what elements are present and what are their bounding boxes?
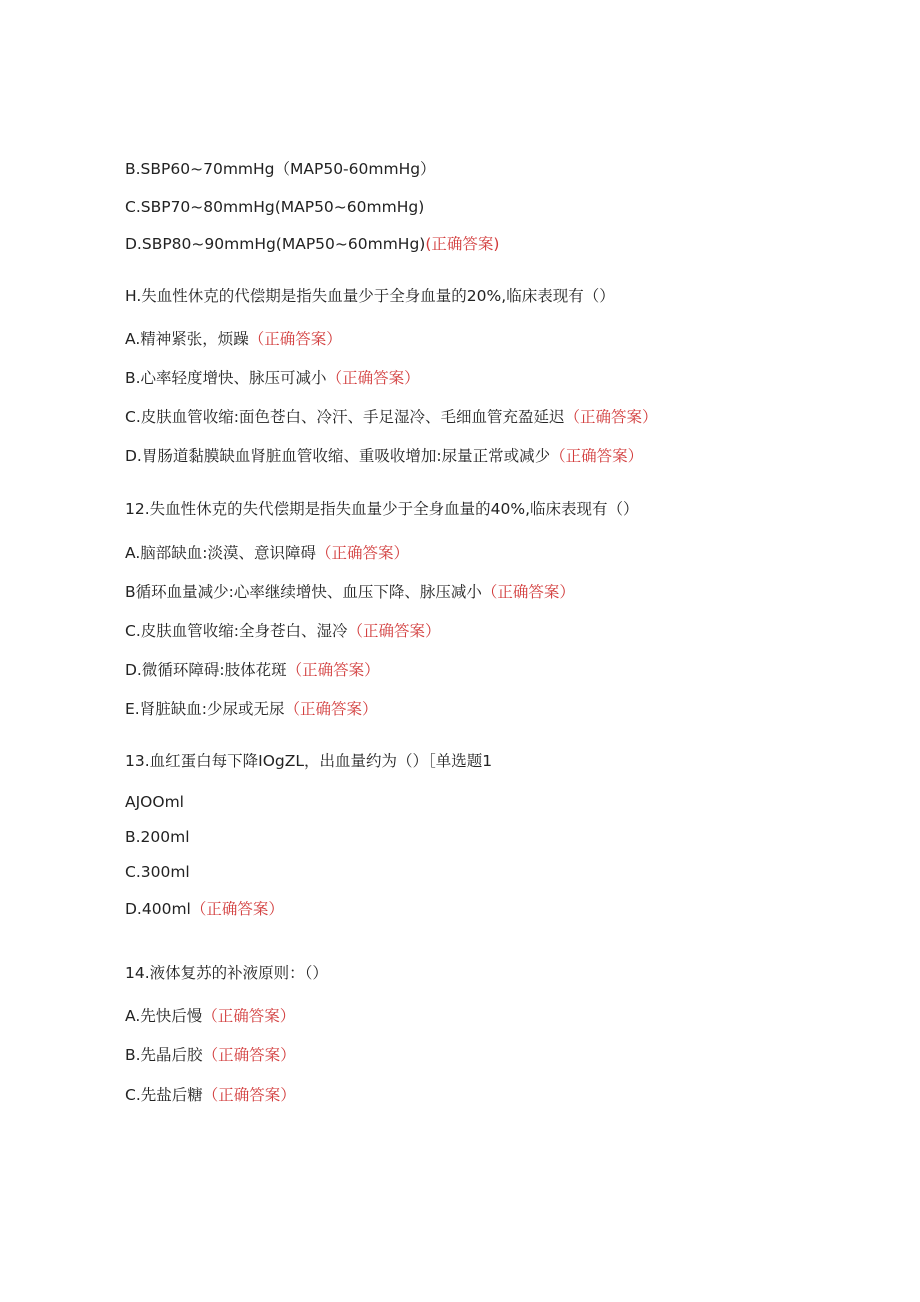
option-d-gi-kidney (125, 445, 643, 467)
correct-answer-label: （正确答案） (564, 408, 658, 426)
option-c-skin-pallor (125, 620, 441, 642)
option-text: A.精神紧张，烦躁 (125, 330, 249, 348)
option-c-300ml (125, 861, 190, 883)
question-13-hemoglobin (125, 750, 492, 772)
correct-answer-label: （正确答案） (481, 583, 575, 601)
option-a-brain-ischemia (125, 542, 409, 564)
option-text: D.胃肠道黏膜缺血肾脏血管收缩、重吸收增加:尿量正常或减少 (125, 447, 551, 465)
option-text: C.皮肤血管收缩:面色苍白、冷汗、手足湿冷、毛细血管充盈延迟 (125, 408, 565, 426)
option-c-salt-first (125, 1084, 296, 1106)
option-b-crystalloid-first (125, 1044, 296, 1066)
correct-answer-label: （正确答案） (248, 330, 342, 348)
option-text: A.先快后慢 (125, 1007, 203, 1025)
option-e-kidney-ischemia (125, 698, 377, 720)
question-h-compensated-shock (125, 285, 615, 307)
option-a-anxiety (125, 328, 342, 350)
correct-answer-label: （正确答案） (315, 544, 409, 562)
option-text: E.肾脏缺血:少尿或无尿 (125, 700, 285, 718)
option-d-microcirculation (125, 659, 380, 681)
option-b-sbp60 (125, 158, 436, 180)
option-text: B.SBP60~70mmHg（MAP50-60mmHg） (125, 160, 436, 178)
option-text: C.SBP70~80mmHg(MAP50~60mmHg) (125, 198, 425, 216)
correct-answer-label: （正确答案） (190, 900, 284, 918)
question-text: 13.血红蛋白每下降IOgZL，出血量约为（）［单选题1 (125, 752, 493, 770)
option-text: B循环血量减少:心率继续增快、血压下降、脉压减小 (125, 583, 482, 601)
option-text: D.微循环障碍:肢体花斑 (125, 661, 287, 679)
correct-answer-label: （正确答案） (326, 369, 420, 387)
option-b-heart-rate (125, 367, 420, 389)
correct-answer-label: (正确答案) (425, 235, 500, 253)
option-d-400ml (125, 898, 284, 920)
option-text: A.脑部缺血:淡漠、意识障碍 (125, 544, 316, 562)
option-text: AJOOml (125, 793, 184, 811)
option-c-skin-vessels (125, 406, 658, 428)
option-text: B.心率轻度增快、脉压可减小 (125, 369, 327, 387)
correct-answer-label: （正确答案） (202, 1046, 296, 1064)
option-text: C.先盐后糖 (125, 1086, 203, 1104)
correct-answer-label: （正确答案） (347, 622, 441, 640)
option-a-100ml (125, 791, 184, 813)
question-text: H.失血性休克的代偿期是指失血量少于全身血量的20%,临床表现有（） (125, 287, 615, 305)
correct-answer-label: （正确答案） (550, 447, 644, 465)
correct-answer-label: （正确答案） (202, 1007, 296, 1025)
question-14-fluid-resuscitation (125, 962, 328, 984)
option-a-fast-then-slow (125, 1005, 295, 1027)
option-text: C.300ml (125, 863, 190, 881)
option-text: B.200ml (125, 828, 190, 846)
option-text: B.先晶后胶 (125, 1046, 203, 1064)
correct-answer-label: （正确答案） (284, 700, 378, 718)
option-b-200ml (125, 826, 190, 848)
option-d-sbp80 (125, 233, 499, 255)
correct-answer-label: （正确答案） (286, 661, 380, 679)
option-b-circulation (125, 581, 575, 603)
option-text: D.SBP80~90mmHg(MAP50~60mmHg) (125, 235, 426, 253)
option-c-sbp70 (125, 196, 424, 218)
option-text: D.400ml (125, 900, 191, 918)
question-text: 14.液体复苏的补液原则：（） (125, 964, 328, 982)
question-text: 12.失血性休克的失代偿期是指失血量少于全身血量的40%,临床表现有（） (125, 500, 639, 518)
option-text: C.皮肤血管收缩:全身苍白、湿冷 (125, 622, 348, 640)
question-12-decompensated-shock (125, 498, 639, 520)
correct-answer-label: （正确答案） (202, 1086, 296, 1104)
